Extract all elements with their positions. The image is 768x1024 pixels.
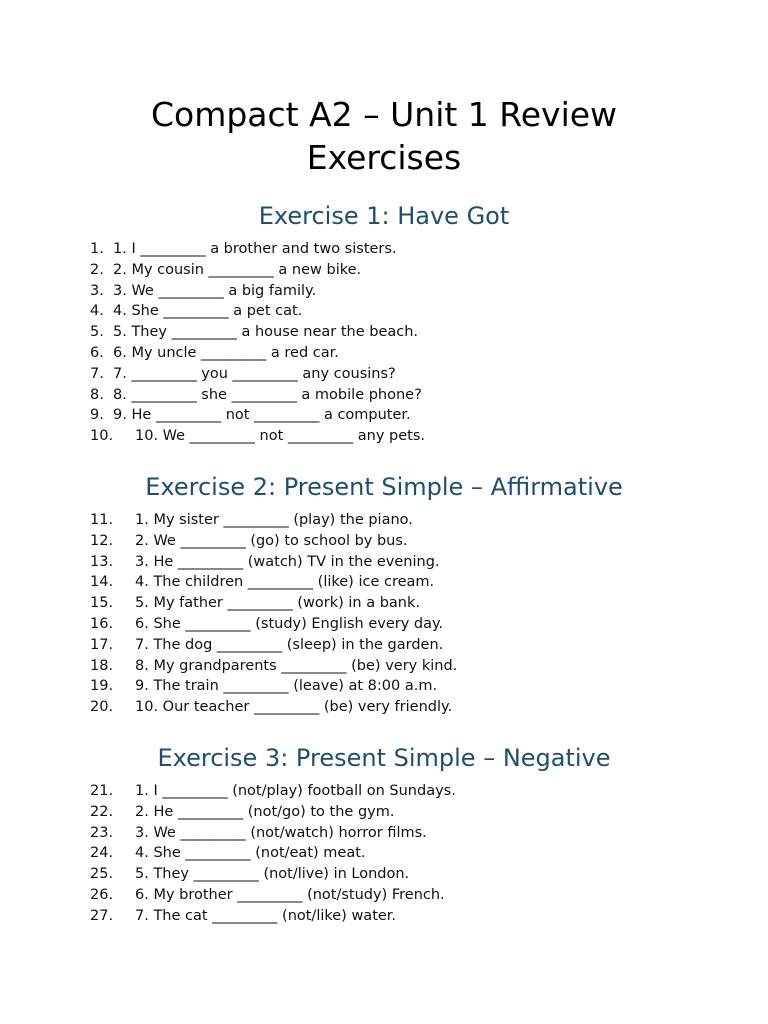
exercise-2-heading: Exercise 2: Present Simple – Affirmative — [145, 473, 623, 501]
exercise-item — [0, 593, 768, 614]
item-text: 8. My grandparents _________ (be) very kind. — [135, 657, 458, 674]
exercise-item — [0, 405, 768, 426]
item-number: 16. — [90, 615, 114, 632]
item-text: 5. My father _________ (work) in a bank. — [135, 595, 420, 612]
item-number: 6. — [90, 344, 104, 361]
exercise-item — [0, 239, 768, 260]
exercise-item — [0, 906, 768, 927]
exercise-1-heading: Exercise 1: Have Got — [258, 202, 510, 230]
exercise-item — [0, 635, 768, 656]
exercise-item — [0, 385, 768, 406]
item-number: 25. — [90, 866, 114, 883]
item-text: 10. Our teacher _________ (be) very friendly. — [135, 699, 453, 716]
item-number: 9. — [90, 407, 104, 424]
item-text: 3. We _________ a big family. — [113, 282, 317, 299]
item-number: 20. — [90, 699, 114, 716]
exercise-item — [0, 531, 768, 552]
item-number: 19. — [90, 678, 114, 695]
exercise-item — [0, 781, 768, 802]
item-text: 8. _________ she _________ a mobile phone? — [113, 386, 422, 403]
item-number: 7. — [90, 365, 104, 382]
item-text: 6. My uncle _________ a red car. — [113, 344, 339, 361]
item-text: 6. My brother _________ (not/study) French. — [135, 886, 445, 903]
item-text: 3. We _________ (not/watch) horror films. — [135, 824, 427, 841]
item-number: 14. — [90, 574, 114, 591]
item-text: 5. They _________ (not/live) in London. — [135, 866, 410, 883]
item-number: 17. — [90, 636, 114, 653]
exercise-3-list — [0, 781, 768, 927]
exercise-item — [0, 552, 768, 573]
exercise-item — [0, 697, 768, 718]
item-text: 1. I _________ a brother and two sisters. — [113, 241, 397, 257]
exercise-item — [0, 322, 768, 343]
item-number: 11. — [90, 512, 114, 528]
item-number: 13. — [90, 553, 114, 570]
item-number: 21. — [90, 783, 114, 799]
item-number: 8. — [90, 386, 104, 403]
item-text: 4. The children _________ (like) ice cream. — [135, 574, 435, 591]
exercise-item — [0, 802, 768, 823]
exercise-2-list — [0, 510, 768, 718]
item-number: 24. — [90, 845, 114, 862]
exercise-3-heading: Exercise 3: Present Simple – Negative — [157, 744, 611, 772]
item-text: 5. They _________ a house near the beach. — [113, 324, 419, 341]
item-number: 3. — [90, 282, 104, 299]
item-number: 12. — [90, 532, 114, 549]
item-text: 4. She _________ a pet cat. — [113, 303, 303, 320]
item-text: 3. He _________ (watch) TV in the evening. — [135, 553, 440, 570]
item-text: 9. He _________ not _________ a computer. — [113, 407, 411, 424]
item-number: 26. — [90, 886, 114, 903]
item-text: 1. My sister _________ (play) the piano. — [135, 512, 413, 528]
exercise-1-list — [0, 239, 768, 447]
item-text: 2. We _________ (go) to school by bus. — [135, 532, 408, 549]
exercise-item — [0, 260, 768, 281]
item-number: 15. — [90, 595, 114, 612]
exercise-item — [0, 301, 768, 322]
item-text: 6. She _________ (study) English every day. — [135, 615, 444, 632]
document-title — [0, 93, 768, 179]
item-number: 23. — [90, 824, 114, 841]
document-title-line-1: Compact A2 – Unit 1 Review — [150, 95, 618, 134]
item-text: 2. He _________ (not/go) to the gym. — [135, 803, 395, 820]
item-text: 7. _________ you _________ any cousins? — [113, 365, 396, 382]
exercise-item — [0, 614, 768, 635]
exercise-item — [0, 572, 768, 593]
document-title-line-2: Exercises — [306, 138, 462, 177]
item-text: 7. The cat _________ (not/like) water. — [135, 907, 397, 924]
item-number: 2. — [90, 261, 104, 278]
exercise-item — [0, 676, 768, 697]
item-number: 5. — [90, 324, 104, 341]
item-text: 4. She _________ (not/eat) meat. — [135, 845, 366, 862]
item-text: 9. The train _________ (leave) at 8:00 a.m. — [135, 678, 438, 695]
item-text: 1. I _________ (not/play) football on Sundays. — [135, 783, 456, 799]
item-text: 7. The dog _________ (sleep) in the garden. — [135, 636, 444, 653]
item-number: 10. — [90, 428, 114, 445]
exercise-item — [0, 281, 768, 302]
item-number: 4. — [90, 303, 104, 320]
item-text: 2. My cousin _________ a new bike. — [113, 261, 362, 278]
item-number: 22. — [90, 803, 114, 820]
item-number: 1. — [90, 241, 104, 257]
exercise-item — [0, 364, 768, 385]
exercise-item — [0, 823, 768, 844]
exercise-item — [0, 864, 768, 885]
exercise-item — [0, 843, 768, 864]
exercise-item — [0, 885, 768, 906]
exercise-item — [0, 656, 768, 677]
item-number: 18. — [90, 657, 114, 674]
exercise-item — [0, 426, 768, 447]
item-number: 27. — [90, 907, 114, 924]
exercise-item — [0, 510, 768, 531]
exercise-item — [0, 343, 768, 364]
item-text: 10. We _________ not _________ any pets. — [135, 428, 425, 445]
